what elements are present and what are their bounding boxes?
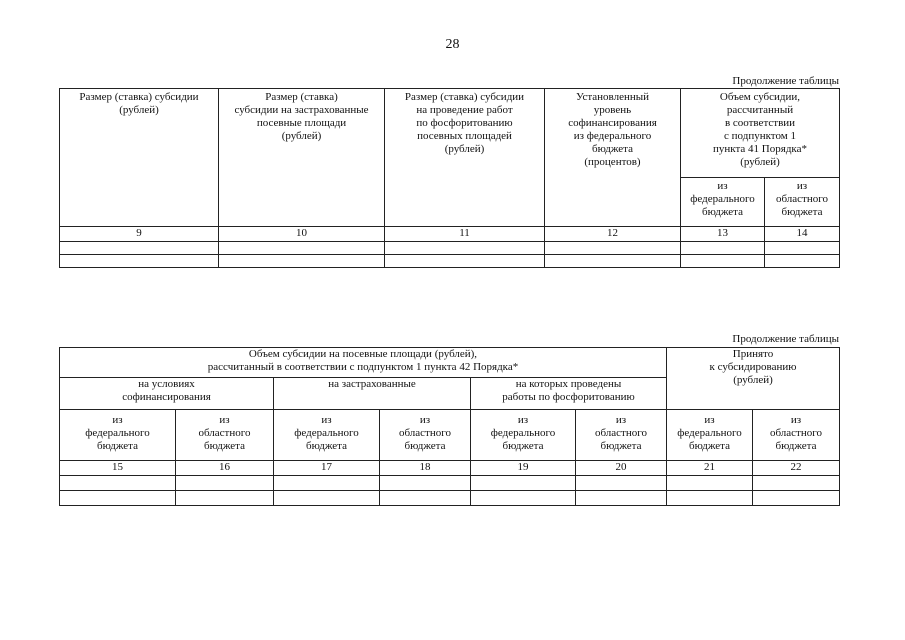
header-cofinancing: на условиях софинансирования xyxy=(60,378,274,410)
header-accepted: Принято к субсидированию (рублей) xyxy=(667,348,840,410)
column-number: 22 xyxy=(753,461,840,476)
column-number: 11 xyxy=(385,227,545,242)
header-subsidy-volume: Объем субсидии, рассчитанный в соответствии с подпунктом 1 пункта 41 Порядка* (рублей) xyxy=(681,89,840,178)
column-number: 20 xyxy=(576,461,667,476)
header-from-regional: из областного бюджета xyxy=(176,410,274,461)
column-number: 13 xyxy=(681,227,765,242)
column-number: 19 xyxy=(471,461,576,476)
table-row xyxy=(60,242,840,255)
column-number: 18 xyxy=(380,461,471,476)
column-number: 17 xyxy=(274,461,380,476)
column-number: 15 xyxy=(60,461,176,476)
header-insured-rate: Размер (ставка) субсидии на застрахованные посевные площади (рублей) xyxy=(219,89,385,227)
header-from-federal: из федерального бюджета xyxy=(667,410,753,461)
column-number: 14 xyxy=(765,227,840,242)
column-number: 9 xyxy=(60,227,219,242)
subsidy-volume-table xyxy=(59,347,840,506)
column-numbers-row xyxy=(60,461,840,476)
header-phosphor: на которых проведены работы по фосфоритованию xyxy=(471,378,667,410)
column-number: 10 xyxy=(219,227,385,242)
header-phosphor-rate: Размер (ставка) субсидии на проведение работ по фосфоритованию посевных площадей (рублей) xyxy=(385,89,545,227)
header-from-regional: из областного бюджета xyxy=(380,410,471,461)
page-number: 28 xyxy=(445,37,460,52)
header-from-federal: из федерального бюджета xyxy=(681,178,765,227)
column-numbers-row xyxy=(60,227,840,242)
header-from-regional: из областного бюджета xyxy=(576,410,667,461)
continuation-label: Продолжение таблицы xyxy=(732,75,839,87)
header-from-federal: из федерального бюджета xyxy=(274,410,380,461)
header-from-regional: из областного бюджета xyxy=(753,410,840,461)
column-number: 12 xyxy=(545,227,681,242)
header-from-federal: из федерального бюджета xyxy=(471,410,576,461)
column-number: 16 xyxy=(176,461,274,476)
header-insured: на застрахованные xyxy=(274,378,471,410)
table-row xyxy=(60,476,840,491)
header-cofinancing-level: Установленный уровень софинансирования из федерального бюджета (процентов) xyxy=(545,89,681,227)
subsidy-rate-table xyxy=(59,88,840,268)
header-rate: Размер (ставка) субсидии (рублей) xyxy=(60,89,219,227)
header-subsidy-area-volume: Объем субсидии на посевные площади (рублей), рассчитанный в соответствии с подпунктом 1 пункта 42 Порядка* xyxy=(60,348,667,378)
column-number: 21 xyxy=(667,461,753,476)
table-row xyxy=(60,491,840,506)
header-from-federal: из федерального бюджета xyxy=(60,410,176,461)
continuation-label: Продолжение таблицы xyxy=(732,333,839,345)
table-row xyxy=(60,255,840,268)
header-from-regional: из областного бюджета xyxy=(765,178,840,227)
